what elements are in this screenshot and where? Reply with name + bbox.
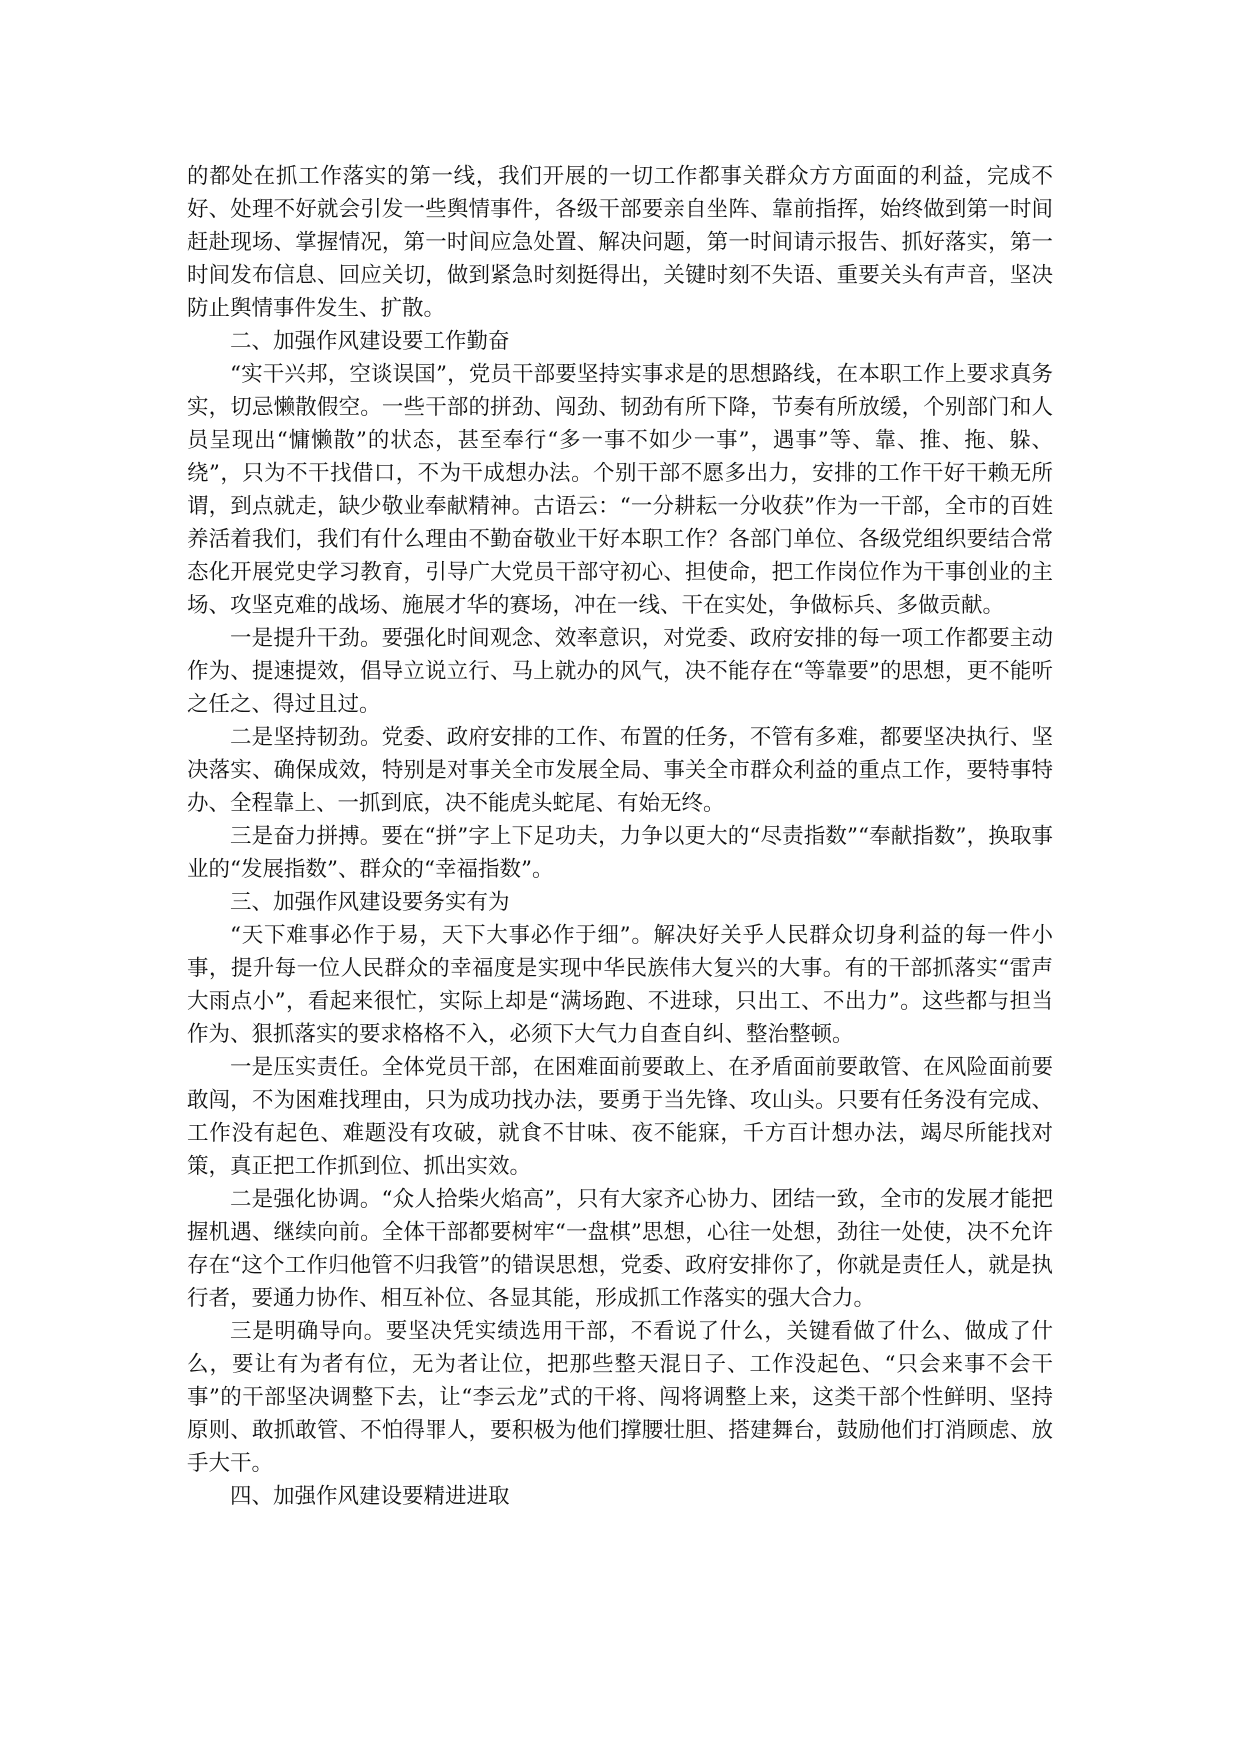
paragraph: 二是坚持韧劲。党委、政府安排的工作、布置的任务，不管有多难，都要坚决执行、坚决落实、确保成效，特别是对事关全市发展全局、事关全市群众利益的重点工作，要特事特办、全程靠上、一抓到底，决不能虎头蛇尾、有始无终。 xyxy=(187,725,1053,816)
paragraph: 一是压实责任。全体党员干部，在困难面前要敢上、在矛盾面前要敢管、在风险面前要敢闯，不为困难找理由，只为成功找办法，要勇于当先锋、攻山头。只要有任务没有完成、工作没有起色、难题没有攻破，就食不甘味、夜不能寐，千方百计想办法，竭尽所能找对策，真正把工作抓到位、抓出实效。 xyxy=(187,1055,1053,1179)
paragraph: 二是强化协调。“众人拾柴火焰高”，只有大家齐心协力、团结一致，全市的发展才能把握机遇、继续向前。全体干部都要树牢“一盘棋”思想，心往一处想，劲往一处使，决不允许存在“这个工作归他管不归我管”的错误思想，党委、政府安排你了，你就是责任人，就是执行者，要通力协作、相互补位、各显其能，形成抓工作落实的强大合力。 xyxy=(187,1187,1053,1311)
paragraph: “实干兴邦，空谈误国”，党员干部要坚持实事求是的思想路线，在本职工作上要求真务实，切忌懒散假空。一些干部的拼劲、闯劲、韧劲有所下降，节奏有所放缓，个别部门和人员呈现出“慵懒散”的状态，甚至奉行“多一事不如少一事”，遇事”等、靠、推、拖、躲、绕”，只为不干找借口，不为干成想办法。个别干部不愿多出力，安排的工作干好干赖无所谓，到点就走，缺少敬业奉献精神。古语云：“一分耕耘一分收获”作为一干部，全市的百姓养活着我们，我们有什么理由不勤奋敬业干好本职工作？各部门单位、各级党组织要结合常态化开展党史学习教育，引导广大党员干部守初心、担使命，把工作岗位作为干事创业的主场、攻坚克难的战场、施展才华的赛场，冲在一线、干在实处，争做标兵、多做贡献。 xyxy=(187,362,1053,618)
section-heading-2: 二、加强作风建设要工作勤奋 xyxy=(230,329,510,354)
paragraph: 三是奋力拼搏。要在“拼”字上下足功夫，力争以更大的“尽责指数”“奉献指数”，换取事业的“发展指数”、群众的“幸福指数”。 xyxy=(187,824,1053,882)
paragraph: 三是明确导向。要坚决凭实绩选用干部，不看说了什么，关键看做了什么、做成了什么，要让有为者有位，无为者让位，把那些整天混日子、工作没起色、“只会来事不会干事”的干部坚决调整下去，让“李云龙”式的干将、闯将调整上来，这类干部个性鲜明、坚持原则、敢抓敢管、不怕得罪人，要积极为他们撑腰壮胆、搭建舞台，鼓励他们打消顾虑、放手大干。 xyxy=(187,1319,1053,1476)
section-heading-4: 四、加强作风建设要精进进取 xyxy=(230,1484,510,1509)
paragraph: “天下难事必作于易，天下大事必作于细”。解决好关乎人民群众切身利益的每一件小事，提升每一位人民群众的幸福度是实现中华民族伟大复兴的大事。有的干部抓落实“雷声大雨点小”，看起来很忙，实际上却是“满场跑、不进球，只出工、不出力”。这些都与担当作为、狠抓落实的要求格格不入，必须下大气力自查自纠、整治整顿。 xyxy=(187,923,1053,1047)
document-body xyxy=(187,160,1053,1513)
section-heading-3: 三、加强作风建设要务实有为 xyxy=(230,890,510,915)
paragraph-continuation: 的都处在抓工作落实的第一线，我们开展的一切工作都事关群众方方面面的利益，完成不好、处理不好就会引发一些舆情事件，各级干部要亲自坐阵、靠前指挥，始终做到第一时间赶赴现场、掌握情况，第一时间应急处置、解决问题，第一时间请示报告、抓好落实，第一时间发布信息、回应关切，做到紧急时刻挺得出，关键时刻不失语、重要关头有声音，坚决防止舆情事件发生、扩散。 xyxy=(187,164,1053,321)
paragraph: 一是提升干劲。要强化时间观念、效率意识，对党委、政府安排的每一项工作都要主动作为、提速提效，倡导立说立行、马上就办的风气，决不能存在“等靠要”的思想，更不能听之任之、得过且过。 xyxy=(187,626,1053,717)
